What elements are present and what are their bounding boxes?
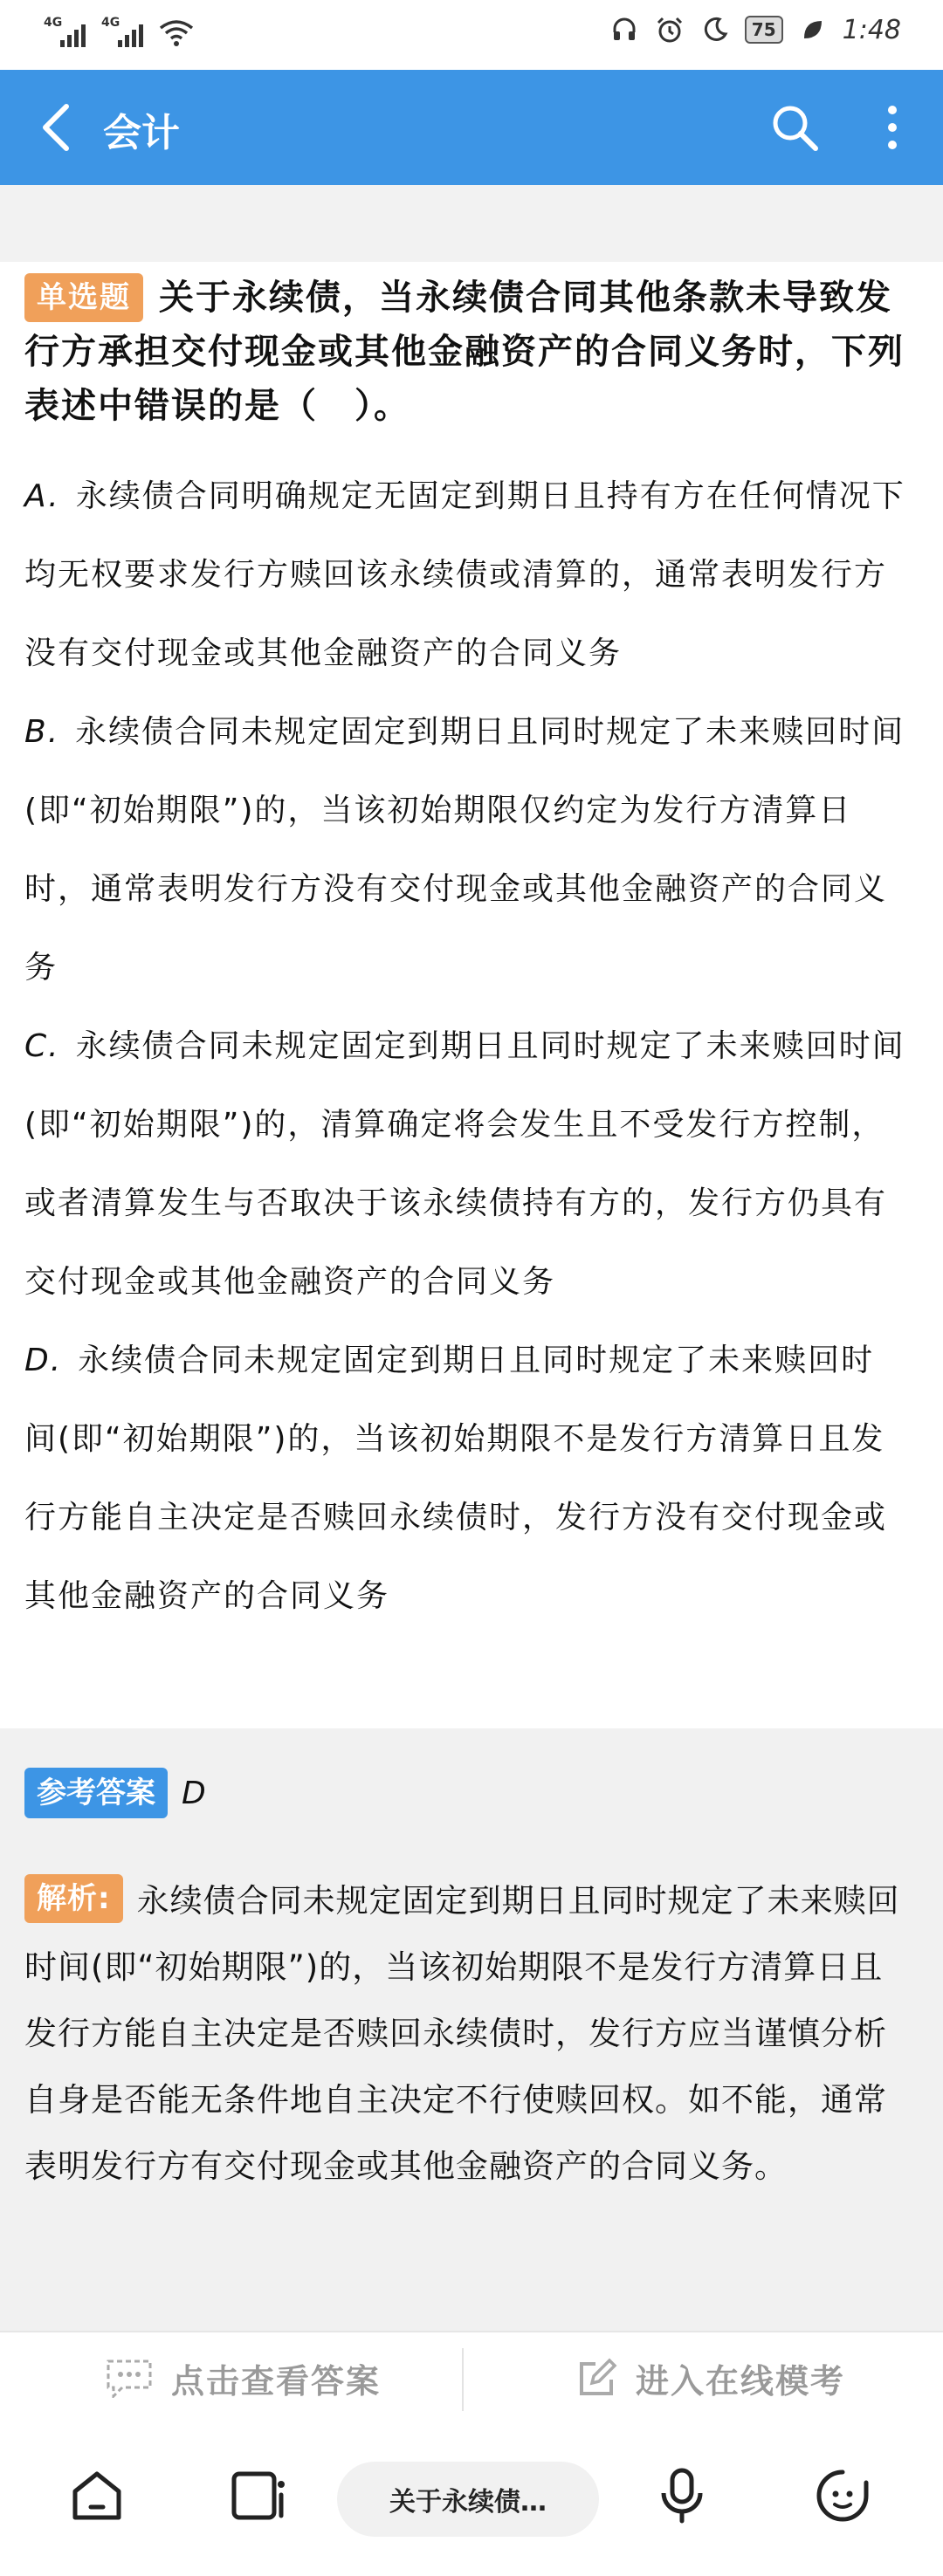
mock-exam-button[interactable] — [576, 2332, 845, 2423]
status-time: 1:48 — [842, 14, 901, 45]
nav-multitask-button[interactable] — [218, 2456, 297, 2535]
question-block — [24, 271, 906, 1636]
question-text: 关于永续债，当永续债合同其他条款未导致发行方承担交付现金或其他金融资产的合同义务时，下列表述中错误的是（ ）。 — [24, 278, 905, 426]
answer-section — [0, 1728, 943, 2331]
option-letter: D. — [24, 1343, 63, 1378]
cellular-signal-icon-2 — [101, 16, 143, 47]
bottom-nav — [0, 2421, 943, 2576]
nav-home-button[interactable] — [58, 2456, 136, 2535]
app-bar — [0, 70, 943, 185]
multitask-icon — [227, 2465, 288, 2526]
view-answer-button[interactable] — [105, 2332, 381, 2423]
header-spacer — [0, 185, 943, 262]
option-text: 永续债合同未规定固定到期日且同时规定了未来赎回时间(即“初始期限”)的，当该初始期限不是发行方清算日且发行方能自主决定是否赎回永续债时，发行方没有交付现金或其他金融资产的合同义务 — [24, 1343, 888, 1614]
analysis-badge: 解析: — [24, 1874, 123, 1923]
option-letter: A. — [24, 478, 60, 514]
question-stem — [24, 271, 906, 433]
mock-exam-label: 进入在线模考 — [636, 2361, 846, 2401]
microphone-icon — [651, 2465, 712, 2526]
analysis-block — [24, 1868, 908, 2200]
option-letter: B. — [24, 714, 60, 750]
search-icon — [768, 101, 821, 154]
option-text: 永续债合同未规定固定到期日且同时规定了未来赎回时间(即“初始期限”)的，清算确定将会发生且不受发行方控制，或者清算发生与否取决于该永续债持有方的，发行方仍具有交付现金或其他金融资产的合同义务 — [24, 1028, 905, 1300]
view-answer-label: 点击查看答案 — [171, 2361, 382, 2401]
cellular-signal-icon — [44, 16, 86, 47]
more-options-button[interactable] — [868, 93, 917, 162]
option-text: 永续债合同未规定固定到期日且同时规定了未来赎回时间(即“初始期限”)的，当该初始期限仅约定为发行方清算日时，通常表明发行方没有交付现金或其他金融资产的合同义务 — [24, 714, 905, 986]
option-text: 永续债合同明确规定无固定到期日且持有方在任何情况下均无权要求发行方赎回该永续债或清算的，通常表明发行方没有交付现金或其他金融资产的合同义务 — [24, 478, 905, 671]
option-a[interactable] — [24, 457, 906, 693]
network-type-label: 4G — [44, 16, 63, 30]
analysis-text: 永续债合同未规定固定到期日且同时规定了未来赎回时间(即“初始期限”)的，当该初始期限不是发行方清算日且发行方能自主决定是否赎回永续债时，发行方应当谨慎分析自身是否能无条件地自主决定不行使赎回权。如不能，通常表明发行方有交付现金或其他金融资产的合同义务。 — [24, 1882, 900, 2185]
chat-dots-icon — [105, 2358, 154, 2398]
option-b[interactable] — [24, 693, 906, 1007]
do-not-disturb-moon-icon — [699, 14, 731, 45]
reference-answer — [24, 1768, 206, 1818]
leaf-icon — [797, 14, 829, 45]
assistant-face-icon — [812, 2465, 873, 2526]
question-type-badge: 单选题 — [24, 273, 143, 322]
action-bar — [0, 2331, 943, 2423]
option-c[interactable] — [24, 1007, 906, 1322]
edit-icon — [576, 2357, 618, 2399]
wifi-icon — [159, 19, 194, 47]
network-type-label-2: 4G — [101, 16, 120, 30]
status-bar — [0, 0, 943, 70]
nav-assistant-button[interactable] — [803, 2456, 882, 2535]
option-d[interactable] — [24, 1322, 906, 1636]
option-list — [24, 457, 906, 1636]
home-icon — [66, 2465, 127, 2526]
page-title: 会计 — [103, 111, 180, 155]
back-button[interactable] — [30, 96, 82, 159]
nav-voice-button[interactable] — [643, 2456, 721, 2535]
action-divider — [462, 2348, 464, 2411]
search-button[interactable] — [760, 93, 829, 162]
chevron-left-icon — [38, 101, 73, 154]
battery-indicator: 75 — [745, 16, 783, 44]
option-letter: C. — [24, 1028, 60, 1064]
reference-answer-badge: 参考答案 — [24, 1768, 168, 1818]
headphones-icon — [609, 14, 640, 45]
reference-answer-value: D — [182, 1775, 206, 1811]
current-task-pill[interactable]: 关于永续债… — [337, 2462, 599, 2537]
alarm-icon — [654, 14, 685, 45]
more-vertical-icon — [885, 101, 899, 154]
